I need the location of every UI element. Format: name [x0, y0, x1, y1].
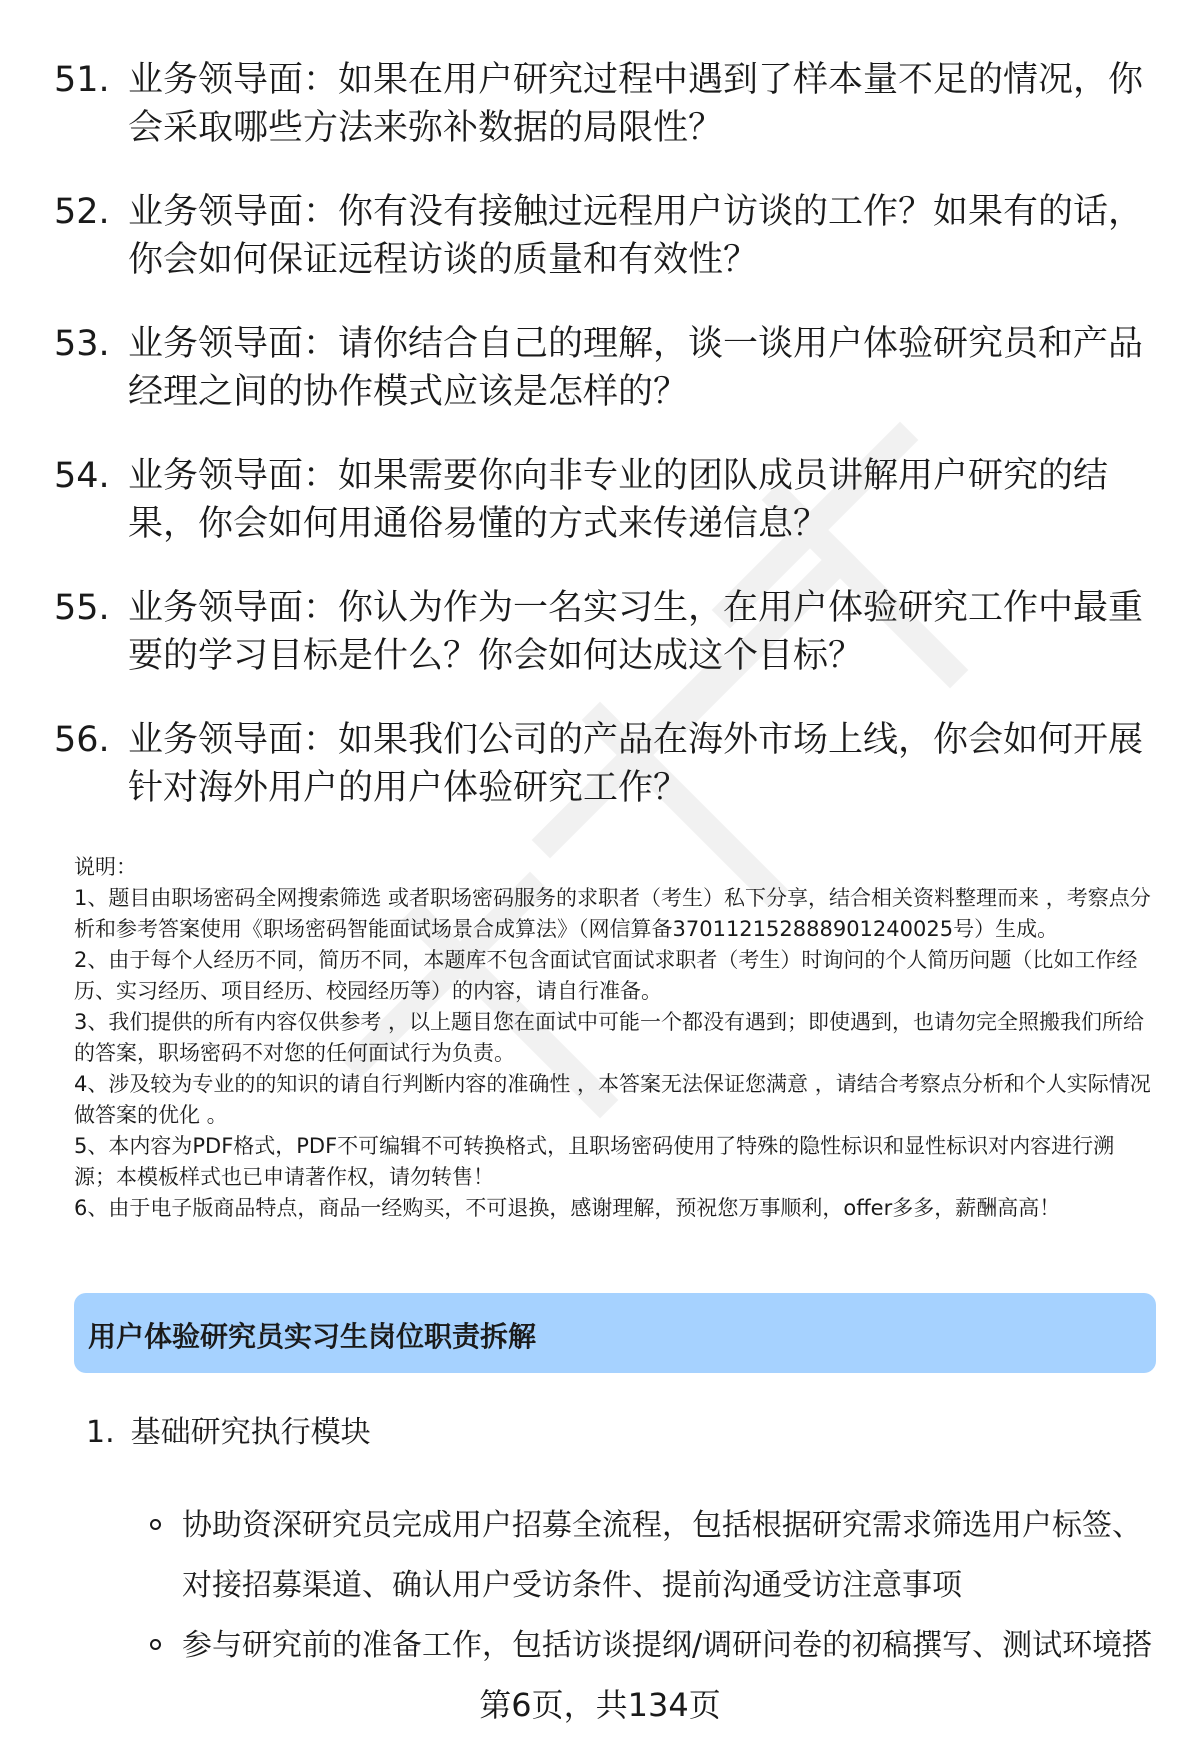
question-number: 55.	[54, 588, 110, 628]
question-text: 业务领导面：如果需要你向非专业的团队成员讲解用户研究的结果，你会如何用通俗易懂的方式来传递信息？	[128, 456, 1109, 544]
disclaimer-notes	[74, 852, 1156, 1224]
question-item	[0, 56, 1200, 152]
module-heading	[86, 1412, 371, 1454]
question-list	[0, 56, 1200, 848]
question-item	[0, 320, 1200, 416]
page-number-footer: 第6页，共134页	[479, 1686, 721, 1724]
question-text: 业务领导面：你有没有接触过远程用户访谈的工作？如果有的话，你会如何保证远程访谈的质量和有效性？	[128, 192, 1144, 280]
question-text: 业务领导面：请你结合自己的理解，谈一谈用户体验研究员和产品经理之间的协作模式应该是怎样的？	[128, 324, 1144, 412]
question-number: 53.	[54, 324, 110, 364]
notes-heading: 说明：	[74, 855, 137, 879]
note-item: 3、我们提供的所有内容仅供参考 ，以上题目您在面试中可能一个都没有遇到；即使遇到，也请勿完全照搬我们所给的答案，职场密码不对您的任何面试行为负责。	[74, 1010, 1145, 1065]
responsibility-list	[150, 1496, 1160, 1676]
note-item: 6、由于电子版商品特点，商品一经购买，不可退换，感谢理解，预祝您万事顺利，offer多多，薪酬高高！	[74, 1196, 1061, 1220]
note-item: 5、本内容为PDF格式，PDF不可编辑不可转换格式，且职场密码使用了特殊的隐性标识和显性标识对内容进行溯源；本模板样式也已申请著作权，请勿转售！	[74, 1134, 1115, 1189]
list-item	[150, 1616, 1160, 1676]
question-text: 业务领导面：如果在用户研究过程中遇到了样本量不足的情况，你会采取哪些方法来弥补数据的局限性？	[128, 60, 1144, 148]
question-item	[0, 584, 1200, 680]
section-title: 用户体验研究员实习生岗位职责拆解	[88, 1320, 537, 1353]
section-header-banner	[74, 1293, 1156, 1373]
circle-bullet-icon	[150, 1639, 161, 1650]
question-number: 52.	[54, 192, 110, 232]
note-item: 4、涉及较为专业的的知识的请自行判断内容的准确性 ，本答案无法保证您满意 ，请结合考察点分析和个人实际情况做答案的优化 。	[74, 1072, 1151, 1127]
question-number: 51.	[54, 60, 110, 100]
question-text: 业务领导面：如果我们公司的产品在海外市场上线，你会如何开展针对海外用户的用户体验研究工作？	[128, 720, 1144, 808]
question-item	[0, 716, 1200, 812]
question-item	[0, 452, 1200, 548]
list-item-text: 参与研究前的准备工作，包括访谈提纲/调研问卷的初稿撰写、测试环境搭	[182, 1628, 1153, 1663]
list-item-text: 协助资深研究员完成用户招募全流程，包括根据研究需求筛选用户标签、对接招募渠道、确认用户受访条件、提前沟通受访注意事项	[182, 1508, 1142, 1603]
note-item: 1、题目由职场密码全网搜索筛选 或者职场密码服务的求职者（考生）私下分享，结合相关资料整理而来 ，考察点分析和参考答案使用《职场密码智能面试场景合成算法》（网信算备370112152888901240025号）生成。	[74, 886, 1151, 941]
module-title: 基础研究执行模块	[130, 1415, 371, 1450]
circle-bullet-icon	[150, 1519, 161, 1530]
note-item: 2、由于每个人经历不同，简历不同，本题库不包含面试官面试求职者（考生）时询问的个人简历问题（比如工作经历、实习经历、项目经历、校园经历等）的内容，请自行准备。	[74, 948, 1138, 1003]
question-number: 56.	[54, 720, 110, 760]
question-item	[0, 188, 1200, 284]
module-number: 1.	[86, 1415, 115, 1450]
question-number: 54.	[54, 456, 110, 496]
question-text: 业务领导面：你认为作为一名实习生，在用户体验研究工作中最重要的学习目标是什么？你会如何达成这个目标？	[128, 588, 1144, 676]
list-item	[150, 1496, 1160, 1616]
